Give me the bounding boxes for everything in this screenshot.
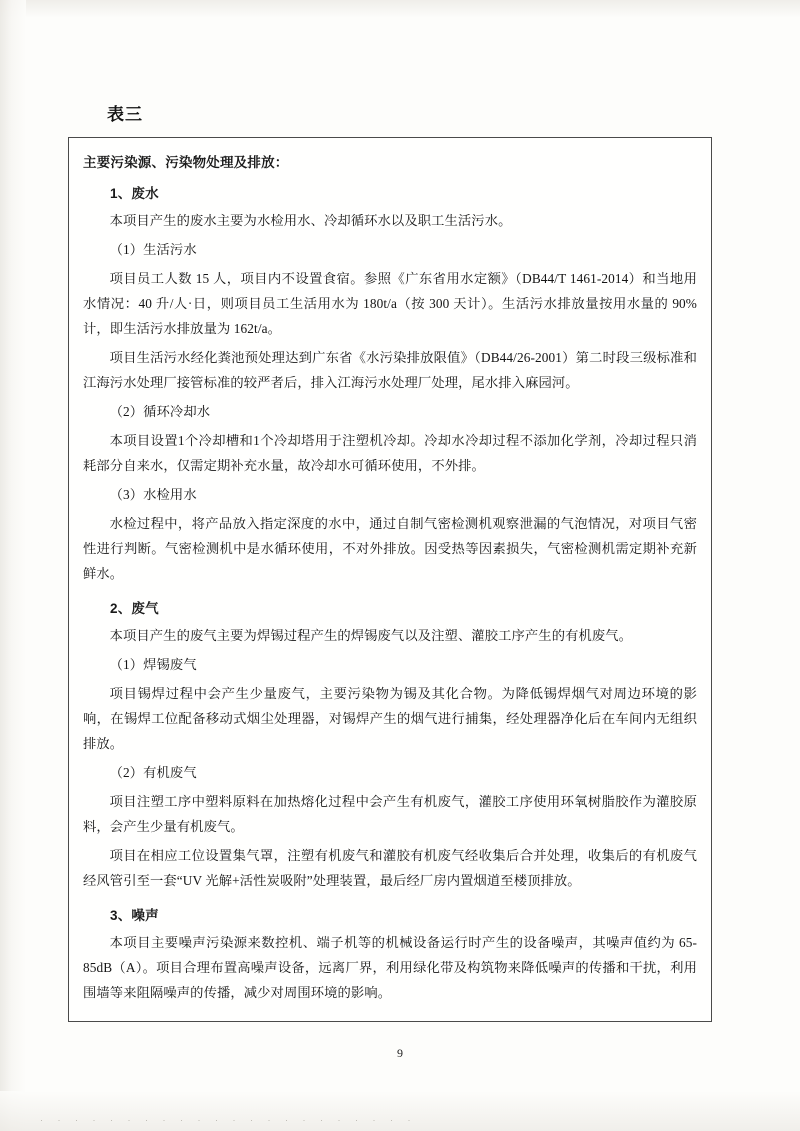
body-paragraph: （2）循环冷却水 bbox=[109, 404, 211, 419]
body-paragraph: 项目在相应工位设置集气罩，注塑有机废气和灌胶有机废气经收集后合并处理，收集后的有机废气经风管引至一套“UV 光解+活性炭吸附”处理装置，最后经厂房内置烟道至楼顶排放。 bbox=[83, 848, 697, 888]
scan-artifact-marks: · · · · · · · · · · · · · · · · · · · · · · bbox=[40, 1115, 417, 1125]
body-paragraph: 水检过程中，将产品放入指定深度的水中，通过自制气密检测机观察泄漏的气泡情况，对项目气密性进行判断。气密检测机中是水循环使用，不对外排放。因受热等因素损失，气密检测机需定期补充新鲜水。 bbox=[83, 516, 697, 581]
page-number: 9 bbox=[397, 1046, 403, 1060]
page-title: 表三 bbox=[107, 105, 143, 124]
sub-heading: 2、废气 bbox=[110, 601, 159, 616]
body-paragraph: 项目锡焊过程中会产生少量废气，主要污染物为锡及其化合物。为降低锡焊烟气对周边环境的影响，在锡焊工位配备移动式烟尘处理器，对锡焊产生的烟气进行捕集，经处理器净化后在车间内无组织排放。 bbox=[83, 686, 697, 751]
body-paragraph: （3）水检用水 bbox=[109, 487, 197, 502]
scan-edge-left bbox=[0, 0, 26, 1131]
body-paragraph: 本项目产生的废气主要为焊锡过程产生的焊锡废气以及注塑、灌胶工序产生的有机废气。 bbox=[109, 628, 633, 643]
body-paragraph: 本项目产生的废水主要为水检用水、冷却循环水以及职工生活污水。 bbox=[109, 213, 512, 228]
body-paragraph: （1）生活污水 bbox=[109, 242, 197, 257]
content-table-box bbox=[68, 137, 712, 1022]
sub-heading: 3、噪声 bbox=[110, 908, 159, 923]
body-paragraph: 项目员工人数 15 人，项目内不设置食宿。参照《广东省用水定额》（DB44/T 1461-2014）和当地用水情况：40 升/人·日，则项目员工生活用水为 180t/a（按 300 天计）。生活污水排放量按用水量的 90%计，即生活污水排放量为 162t/a。 bbox=[83, 271, 697, 336]
body-paragraph: 本项目主要噪声污染源来数控机、端子机等的机械设备运行时产生的设备噪声，其噪声值约为 65-85dB（A）。项目合理布置高噪声设备，远离厂界，利用绿化带及构筑物来降低噪声的传播和干扰，利用围墙等来阻隔噪声的传播，减少对周围环境的影响。 bbox=[83, 935, 697, 1000]
section-heading: 主要污染源、污染物处理及排放： bbox=[83, 155, 289, 170]
body-paragraph: 项目生活污水经化粪池预处理达到广东省《水污染排放限值》（DB44/26-2001）第二时段三级标准和江海污水处理厂接管标准的较严者后，排入江海污水处理厂处理，尾水排入麻园河。 bbox=[83, 350, 697, 390]
document-body bbox=[83, 182, 697, 1005]
sub-heading: 1、废水 bbox=[110, 186, 159, 201]
scan-edge-top bbox=[0, 0, 800, 18]
body-paragraph: 本项目设置1个冷却槽和1个冷却塔用于注塑机冷却。冷却水冷却过程不添加化学剂，冷却过程只消耗部分自来水，仅需定期补充水量，故冷却水可循环使用，不外排。 bbox=[83, 433, 697, 473]
body-paragraph: （2）有机废气 bbox=[109, 765, 197, 780]
body-paragraph: （1）焊锡废气 bbox=[109, 657, 197, 672]
scan-edge-bottom bbox=[0, 1091, 800, 1131]
body-paragraph: 项目注塑工序中塑料原料在加热熔化过程中会产生有机废气，灌胶工序使用环氧树脂胶作为灌胶原料，会产生少量有机废气。 bbox=[83, 794, 697, 834]
